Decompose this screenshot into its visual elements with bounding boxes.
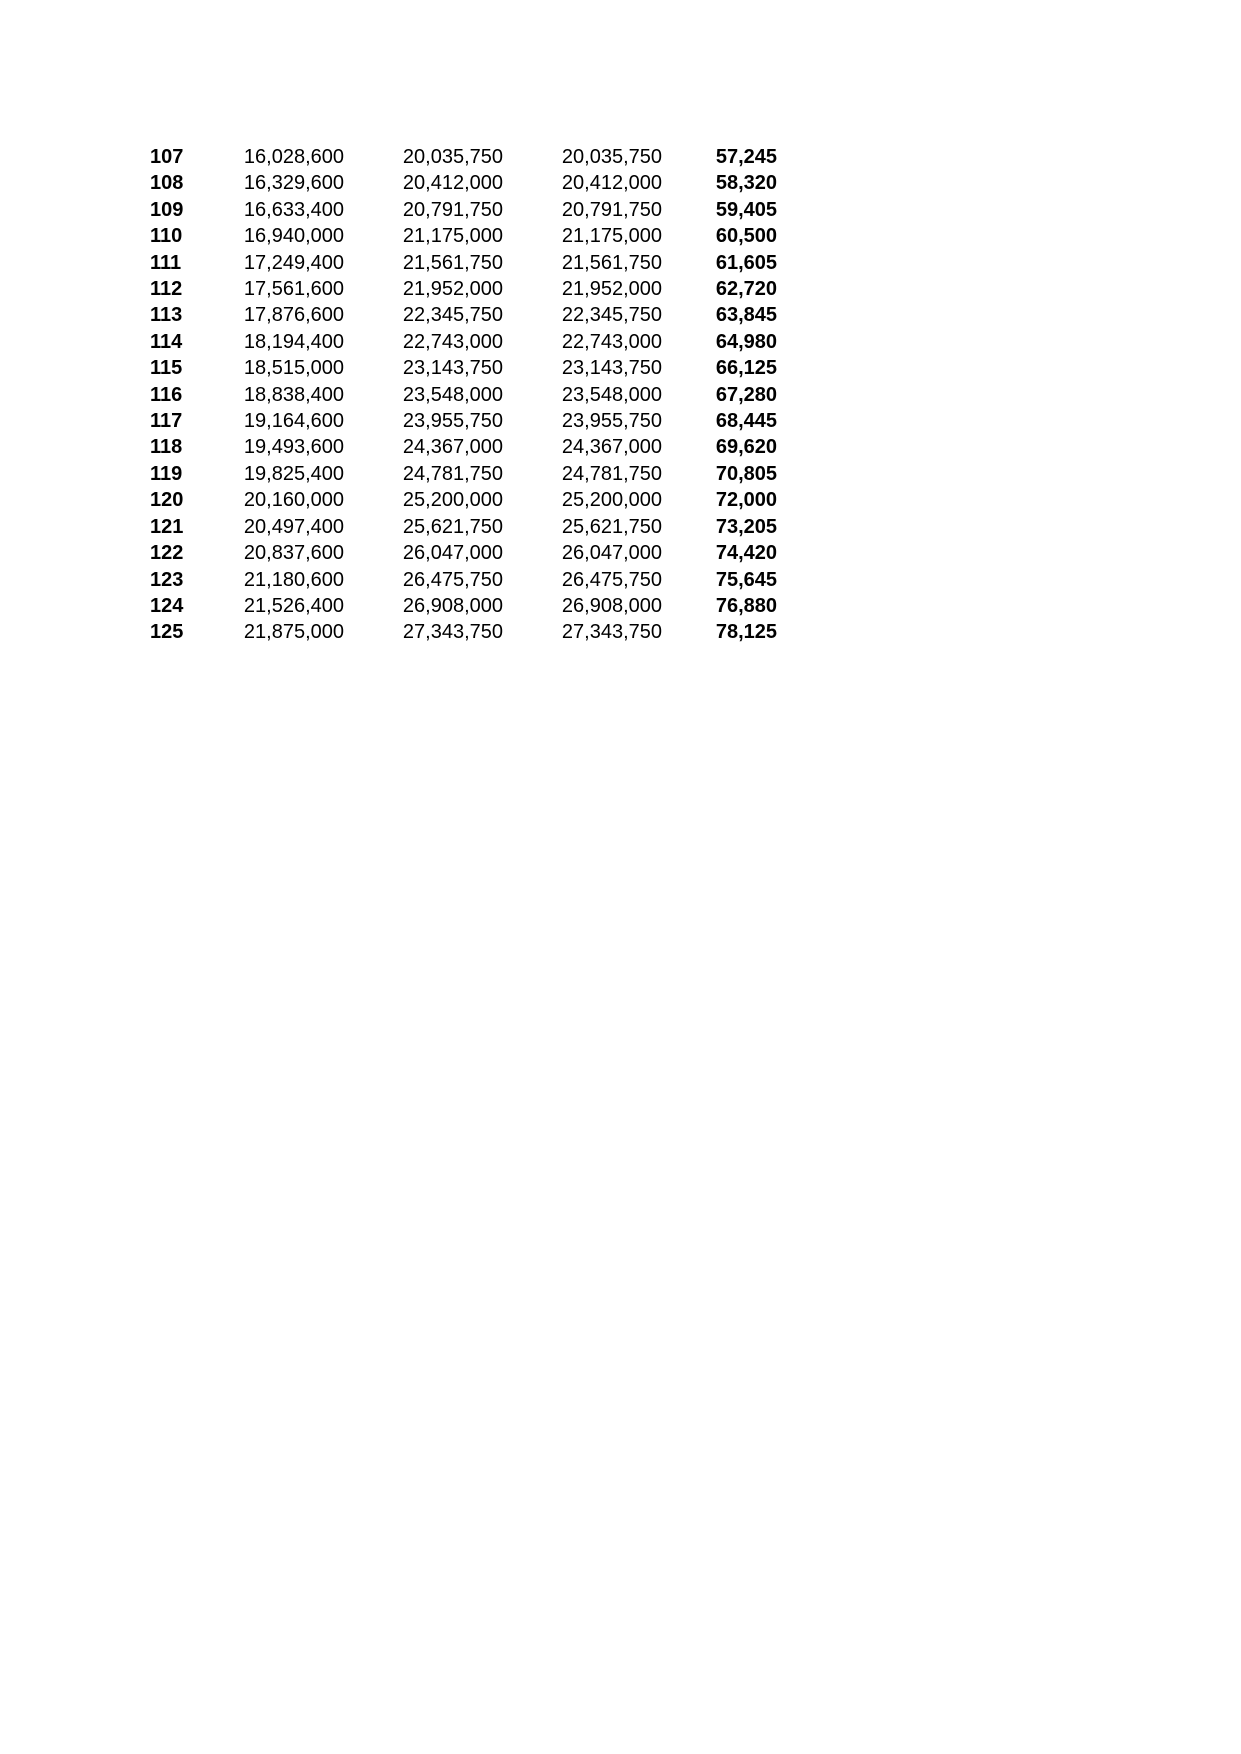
value-d-cell: 62,720 <box>715 278 777 301</box>
row-id-cell: 123 <box>150 568 184 591</box>
table-row <box>150 329 777 355</box>
table-row <box>150 461 777 487</box>
row-id-cell: 121 <box>150 515 184 538</box>
value-b-cell: 23,143,750 <box>402 357 503 380</box>
value-d-cell: 67,280 <box>715 383 777 406</box>
value-a-cell: 16,028,600 <box>243 146 344 168</box>
value-a-cell: 16,329,600 <box>243 172 344 195</box>
row-id-cell: 115 <box>150 357 183 380</box>
value-d-cell: 76,880 <box>715 594 777 617</box>
row-id-cell: 110 <box>150 225 183 248</box>
row-id-cell: 114 <box>150 330 183 353</box>
row-id-cell: 112 <box>150 278 183 301</box>
table-row <box>150 223 777 249</box>
value-d-cell: 70,805 <box>715 462 777 485</box>
value-b-cell: 22,743,000 <box>402 330 503 353</box>
value-a-cell: 21,875,000 <box>243 621 344 644</box>
value-c-cell: 21,561,750 <box>561 251 662 274</box>
table-row <box>150 170 777 196</box>
value-b-cell: 26,475,750 <box>402 568 503 591</box>
row-id-cell: 107 <box>150 146 184 168</box>
value-d-cell: 61,605 <box>715 251 777 274</box>
value-a-cell: 21,180,600 <box>243 568 344 591</box>
value-b-cell: 26,047,000 <box>402 542 503 565</box>
value-c-cell: 22,743,000 <box>561 330 662 353</box>
value-a-cell: 17,561,600 <box>243 278 344 301</box>
table-row <box>150 276 777 302</box>
row-id-cell: 117 <box>150 410 183 433</box>
table-row <box>150 382 777 408</box>
value-a-cell: 20,497,400 <box>243 515 344 538</box>
table-row <box>150 250 777 276</box>
value-c-cell: 20,035,750 <box>561 146 662 168</box>
table-row <box>150 355 777 381</box>
value-d-cell: 75,645 <box>715 568 777 591</box>
row-id-cell: 122 <box>150 542 184 565</box>
value-d-cell: 59,405 <box>715 198 777 221</box>
value-c-cell: 25,200,000 <box>561 489 662 512</box>
value-a-cell: 20,160,000 <box>243 489 344 512</box>
value-c-cell: 24,367,000 <box>561 436 662 459</box>
table-row <box>150 487 777 513</box>
value-b-cell: 26,908,000 <box>402 594 503 617</box>
value-d-cell: 66,125 <box>715 357 777 380</box>
value-d-cell: 64,980 <box>715 330 777 353</box>
value-b-cell: 23,955,750 <box>402 410 503 433</box>
row-id-cell: 113 <box>150 304 183 327</box>
table-row <box>150 567 777 593</box>
value-a-cell: 19,825,400 <box>243 462 344 485</box>
row-id-cell: 116 <box>150 383 183 406</box>
value-c-cell: 24,781,750 <box>561 462 662 485</box>
value-c-cell: 25,621,750 <box>561 515 662 538</box>
value-d-cell: 57,245 <box>715 146 777 168</box>
value-d-cell: 58,320 <box>715 172 777 195</box>
row-id-cell: 125 <box>150 621 184 644</box>
value-c-cell: 20,412,000 <box>561 172 662 195</box>
value-a-cell: 16,633,400 <box>243 198 344 221</box>
value-c-cell: 23,143,750 <box>561 357 662 380</box>
table-row <box>150 197 777 223</box>
table-row <box>150 408 777 434</box>
table-body <box>150 144 777 646</box>
value-d-cell: 78,125 <box>715 621 777 644</box>
value-c-cell: 26,047,000 <box>561 542 662 565</box>
value-d-cell: 72,000 <box>715 489 777 512</box>
value-b-cell: 27,343,750 <box>402 621 503 644</box>
value-a-cell: 19,493,600 <box>243 436 344 459</box>
table-row <box>150 434 777 460</box>
value-b-cell: 20,412,000 <box>402 172 503 195</box>
value-c-cell: 26,908,000 <box>561 594 662 617</box>
value-b-cell: 20,035,750 <box>402 146 503 168</box>
row-id-cell: 119 <box>150 462 183 485</box>
row-id-cell: 124 <box>150 594 184 617</box>
value-a-cell: 20,837,600 <box>243 542 344 565</box>
table-row <box>150 540 777 566</box>
table-row <box>150 302 777 328</box>
value-a-cell: 18,194,400 <box>243 330 344 353</box>
value-a-cell: 18,515,000 <box>243 357 344 380</box>
table-row <box>150 593 777 619</box>
value-b-cell: 21,561,750 <box>402 251 503 274</box>
value-a-cell: 17,249,400 <box>243 251 344 274</box>
value-a-cell: 17,876,600 <box>243 304 344 327</box>
value-d-cell: 68,445 <box>715 410 777 433</box>
value-c-cell: 23,548,000 <box>561 383 662 406</box>
row-id-cell: 120 <box>150 489 184 512</box>
value-c-cell: 21,175,000 <box>561 225 662 248</box>
value-b-cell: 22,345,750 <box>402 304 503 327</box>
value-b-cell: 23,548,000 <box>402 383 503 406</box>
row-id-cell: 109 <box>150 198 184 221</box>
value-c-cell: 27,343,750 <box>561 621 662 644</box>
value-a-cell: 19,164,600 <box>243 410 344 433</box>
value-c-cell: 23,955,750 <box>561 410 662 433</box>
value-a-cell: 21,526,400 <box>243 594 344 617</box>
value-c-cell: 21,952,000 <box>561 278 662 301</box>
data-table <box>150 144 777 646</box>
value-b-cell: 25,200,000 <box>402 489 503 512</box>
value-b-cell: 20,791,750 <box>402 198 503 221</box>
value-d-cell: 73,205 <box>715 515 777 538</box>
value-b-cell: 25,621,750 <box>402 515 503 538</box>
row-id-cell: 118 <box>150 436 183 459</box>
table-row <box>150 144 777 170</box>
value-d-cell: 63,845 <box>715 304 777 327</box>
value-d-cell: 69,620 <box>715 436 777 459</box>
value-b-cell: 21,175,000 <box>402 225 503 248</box>
value-d-cell: 74,420 <box>715 542 777 565</box>
value-a-cell: 18,838,400 <box>243 383 344 406</box>
value-b-cell: 24,781,750 <box>402 462 503 485</box>
value-b-cell: 21,952,000 <box>402 278 503 301</box>
table-row <box>150 619 777 645</box>
row-id-cell: 108 <box>150 172 184 195</box>
value-c-cell: 22,345,750 <box>561 304 662 327</box>
value-c-cell: 26,475,750 <box>561 568 662 591</box>
value-c-cell: 20,791,750 <box>561 198 662 221</box>
value-d-cell: 60,500 <box>715 225 777 248</box>
row-id-cell: 111 <box>150 251 182 274</box>
value-a-cell: 16,940,000 <box>243 225 344 248</box>
table-row <box>150 514 777 540</box>
value-b-cell: 24,367,000 <box>402 436 503 459</box>
